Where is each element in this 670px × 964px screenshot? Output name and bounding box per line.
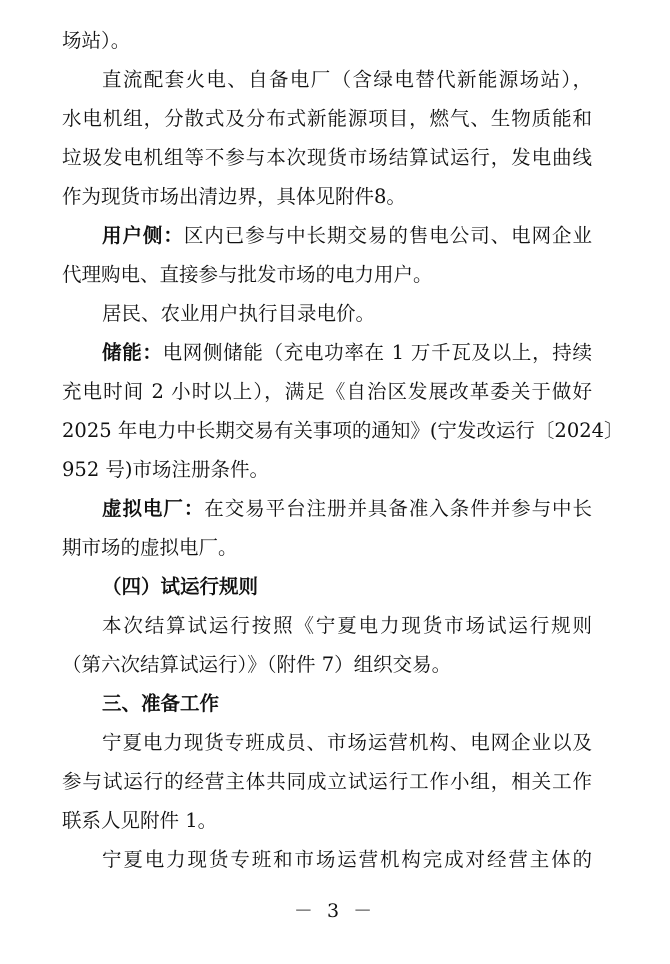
- text-line: 居民、农业用户执行目录电价。: [102, 302, 376, 325]
- text-line: 场站）。: [62, 29, 131, 52]
- text-line: 充电时间 2 小时以上），满足《自治区发展改革委关于做好: [62, 380, 592, 403]
- text-line: 水电机组，分散式及分布式新能源项目，燃气、生物质能和: [62, 107, 592, 130]
- text-line: （第六次结算试运行）》（附件 7）组织交易。: [62, 653, 452, 676]
- paragraph-label: 虚拟电厂：: [102, 497, 205, 520]
- text-line: 本次结算试运行按照《宁夏电力现货市场试运行规则: [102, 614, 592, 637]
- text-line: 宁夏电力现货专班和市场运营机构完成对经营主体的: [102, 848, 592, 871]
- text-line: 直流配套火电、自备电厂（含绿电替代新能源场站），: [102, 68, 592, 91]
- text-line: [62, 333, 592, 372]
- paragraph-label: 储能：: [102, 341, 163, 364]
- text-line: 参与试运行的经营主体共同成立试运行工作小组，相关工作: [62, 770, 592, 793]
- text-line: 952 号)市场注册条件。: [62, 458, 270, 481]
- section-heading: 三、准备工作: [102, 692, 220, 715]
- paragraph-text: 在交易平台注册并具备准入条件并参与中长: [204, 497, 592, 520]
- paragraph-label: 用户侧：: [102, 224, 184, 247]
- text-line: [62, 489, 592, 528]
- text-line: [62, 216, 592, 255]
- text-line: 代理购电、直接参与批发市场的电力用户。: [62, 263, 433, 286]
- body-text: [62, 21, 624, 879]
- text-line: 宁夏电力现货专班成员、市场运营机构、电网企业以及: [102, 731, 592, 754]
- text-line: 作为现货市场出清边界，具体见附件8。: [62, 185, 406, 208]
- page-number: － 3 －: [293, 900, 377, 922]
- text-line: 期市场的虚拟电厂。: [62, 536, 238, 559]
- section-heading: （四）试运行规则: [102, 575, 259, 598]
- text-line: 垃圾发电机组等不参与本次现货市场结算试运行，发电曲线: [62, 146, 592, 169]
- paragraph-text: 区内已参与中长期交易的售电公司、电网企业: [183, 224, 592, 247]
- text-line: 2025 年电力中长期交易有关事项的通知》(宁发改运行〔2024〕: [62, 419, 624, 442]
- text-line: 联系人见附件 1。: [62, 809, 218, 832]
- paragraph-text: 电网侧储能（充电功率在 1 万千瓦及以上，持续: [162, 341, 592, 364]
